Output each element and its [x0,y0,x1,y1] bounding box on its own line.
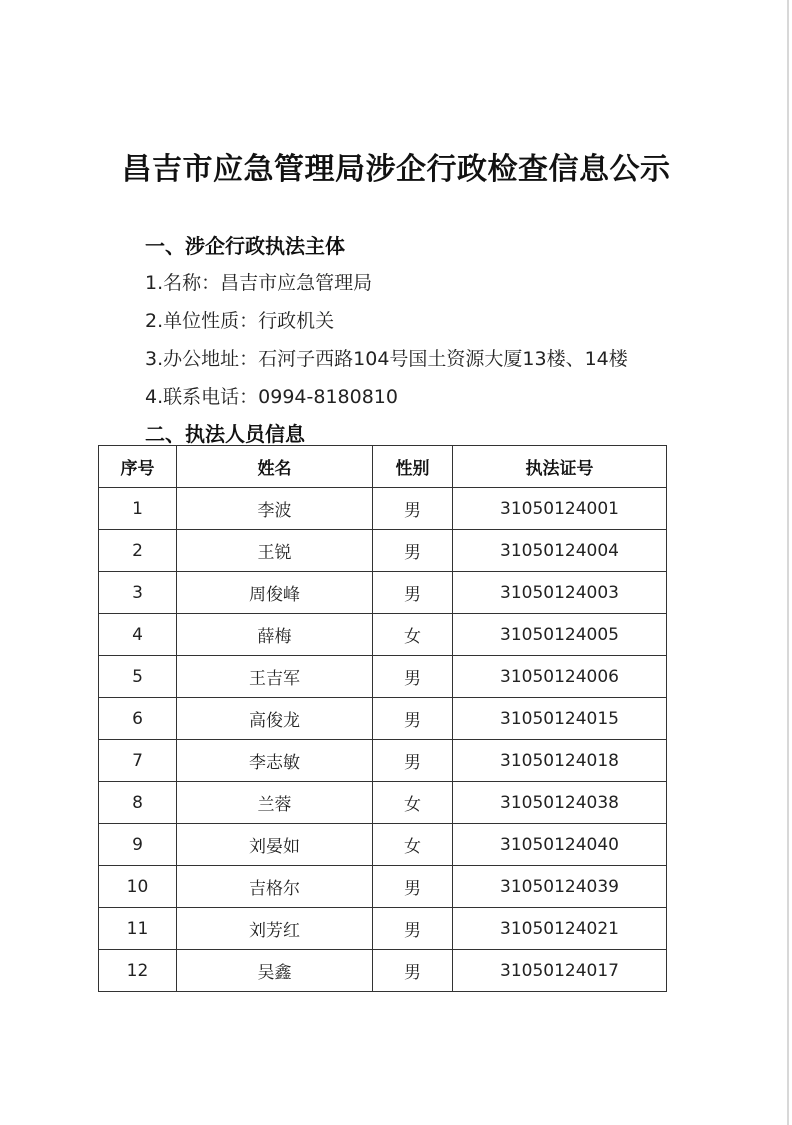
column-header-gender: 性别 [373,446,453,488]
cell-cert: 31050124039 [453,866,667,908]
cell-index: 1 [99,488,177,530]
info-label: 1.名称： [145,272,221,294]
column-header-cert: 执法证号 [453,446,667,488]
cell-gender: 女 [373,824,453,866]
cell-cert: 31050124038 [453,782,667,824]
page-title: 昌吉市应急管理局涉企行政检查信息公示 [121,152,671,187]
cell-index: 2 [99,530,177,572]
cell-name: 高俊龙 [177,698,373,740]
cell-cert: 31050124017 [453,950,667,992]
cell-gender: 男 [373,572,453,614]
cell-index: 6 [99,698,177,740]
cell-name: 周俊峰 [177,572,373,614]
cell-gender: 男 [373,740,453,782]
cell-name: 兰蓉 [177,782,373,824]
table-row [99,908,667,950]
cell-name: 李志敏 [177,740,373,782]
cell-name: 刘晏如 [177,824,373,866]
info-value: 石河子西路104号国土资源大厦13楼、14楼 [258,348,628,370]
cell-cert: 31050124005 [453,614,667,656]
table-row [99,488,667,530]
info-value: 0994-8180810 [258,386,398,408]
info-label: 2.单位性质： [145,310,259,332]
section-heading-staff: 二、执法人员信息 [145,422,305,446]
table-row [99,614,667,656]
cell-index: 12 [99,950,177,992]
cell-name: 李波 [177,488,373,530]
cell-index: 7 [99,740,177,782]
info-line-name [145,268,372,295]
cell-name: 刘芳红 [177,908,373,950]
column-header-name: 姓名 [177,446,373,488]
table-row [99,656,667,698]
cell-gender: 男 [373,530,453,572]
cell-gender: 男 [373,488,453,530]
table-row [99,740,667,782]
column-header-index: 序号 [99,446,177,488]
info-label: 3.办公地址： [145,348,259,370]
cell-gender: 男 [373,908,453,950]
table-row [99,782,667,824]
cell-cert: 31050124015 [453,698,667,740]
cell-cert: 31050124040 [453,824,667,866]
info-value: 昌吉市应急管理局 [220,272,373,294]
table-row [99,698,667,740]
table-row [99,572,667,614]
table-row [99,950,667,992]
cell-name: 吉格尔 [177,866,373,908]
section-heading-entity: 一、涉企行政执法主体 [145,234,345,258]
cell-index: 8 [99,782,177,824]
cell-gender: 男 [373,698,453,740]
info-label: 4.联系电话： [145,386,259,408]
cell-index: 4 [99,614,177,656]
cell-cert: 31050124018 [453,740,667,782]
cell-cert: 31050124021 [453,908,667,950]
cell-cert: 31050124004 [453,530,667,572]
table-header-row [99,446,667,488]
table-row [99,866,667,908]
cell-gender: 男 [373,656,453,698]
cell-name: 王锐 [177,530,373,572]
cell-cert: 31050124003 [453,572,667,614]
staff-table [98,445,667,992]
cell-name: 薛梅 [177,614,373,656]
cell-index: 5 [99,656,177,698]
table-row [99,530,667,572]
info-line-address [145,344,628,371]
cell-index: 3 [99,572,177,614]
info-line-nature [145,306,334,333]
info-value: 行政机关 [258,310,335,332]
cell-gender: 女 [373,782,453,824]
cell-cert: 31050124001 [453,488,667,530]
cell-gender: 女 [373,614,453,656]
table-row [99,824,667,866]
cell-gender: 男 [373,950,453,992]
cell-index: 11 [99,908,177,950]
cell-cert: 31050124006 [453,656,667,698]
cell-name: 王吉军 [177,656,373,698]
cell-index: 10 [99,866,177,908]
cell-gender: 男 [373,866,453,908]
cell-index: 9 [99,824,177,866]
info-line-phone [145,382,398,409]
cell-name: 吴鑫 [177,950,373,992]
